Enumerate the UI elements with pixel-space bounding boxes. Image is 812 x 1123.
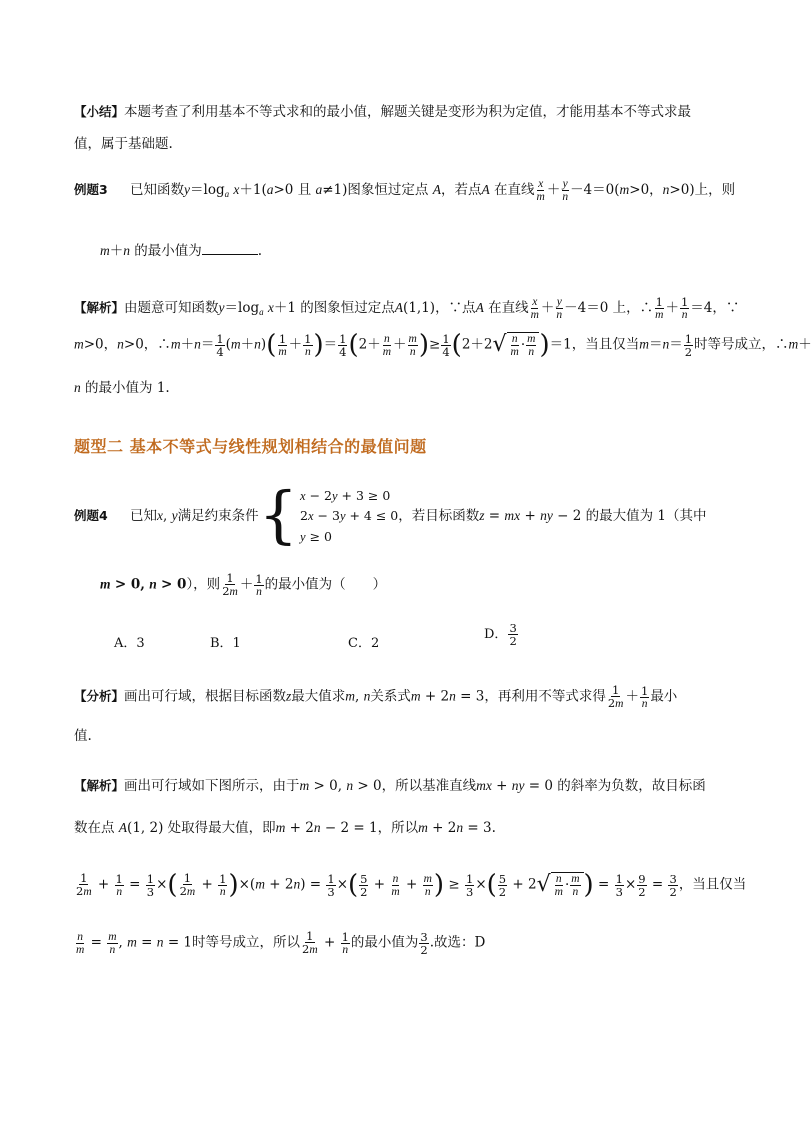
solution-text: 画出可行域如下图所示，由于 bbox=[124, 778, 300, 794]
example-3-tag: 例题3 bbox=[74, 182, 108, 198]
example-3-text: 图象恒过定点 bbox=[347, 182, 429, 199]
analysis-line-1: 【分析】画出可行域，根据目标函数z最大值求m, n关系式m + 2n = 3，再利用不等式求得 $\frac{1}{2m}$ ＋ $\frac{1}{n}$ 最小 bbox=[74, 683, 678, 711]
solution-text: 处取得最大值，即 bbox=[167, 820, 276, 836]
summary-line-1 bbox=[74, 104, 734, 121]
analysis-text: 最小 bbox=[650, 688, 678, 705]
example-4-line-2: m > 0, n > 0），则 $\frac{1}{2m}$ ＋ $\frac{1}{n}$ 的最小值为（ ） bbox=[100, 571, 387, 599]
summary-text-2: 值，属于基础题. bbox=[74, 136, 173, 152]
summary-tag: 【小结】 bbox=[74, 104, 125, 119]
solution-text: ，当且仅当 bbox=[678, 876, 747, 893]
option-c: C．2 bbox=[348, 636, 380, 651]
option-d-label: D． bbox=[484, 627, 508, 643]
analysis-text: 最大值求 bbox=[291, 688, 346, 705]
example-4-tag: 例题4 bbox=[74, 508, 108, 524]
analysis-tag: 【分析】 bbox=[74, 688, 125, 704]
solution-text: 在直线 bbox=[488, 300, 529, 317]
option-a: A．3 bbox=[114, 636, 145, 651]
example-4-text: 满足约束条件 bbox=[177, 508, 259, 525]
example-4-solution-line-1: 【解析】画出可行域如下图所示，由于m > 0, n > 0，所以基准直线mx + ny = 0 的斜率为负数，故目标函 bbox=[74, 778, 706, 794]
summary-line-2 bbox=[74, 136, 734, 153]
example-4-text: 的最大值为 1（其中 bbox=[585, 508, 707, 525]
example-3-text: 的最小值为 bbox=[134, 243, 202, 259]
example-4-line-1: 例题4 已知x, y满足约束条件 { x − 2y + 3 ≥ 0 2x − 3y + 4 ≤ 0 y ≥ 0 ，若目标函数z = mx + ny − 2 的最大值为 1（其中 bbox=[74, 478, 707, 551]
analysis-text: 画出可行域，根据目标函数 bbox=[124, 688, 287, 705]
example-3-text: 已知函数 bbox=[130, 182, 184, 199]
example-3-line-2: m＋n 的最小值为 . bbox=[100, 243, 263, 259]
summary-text-1: 本题考查了利用基本不等式求和的最小值，解题关键是变形为积为定值，才能用基本不等式求最 bbox=[124, 104, 692, 120]
solution-text: . bbox=[491, 820, 496, 836]
solution-text: ，∵ bbox=[712, 300, 740, 317]
solution-text: ，所以基准直线 bbox=[381, 778, 477, 794]
example-3-solution-line-2: m>0，n>0，∴m＋n＝ $\frac{1}{4}$ (m＋n)( $\frac{1}{m}$ ＋ $\frac{1}{n}$ )＝ $\frac{1}{4}$ (2＋ $\frac{n}{m}$ ＋ $\frac{m}{n}$ )≥ $\frac{1}{4}$ (2＋2 √ $\frac{n}{m}$ · $\frac{m}{n}$ )＝1，当且仅当m＝n＝ $\frac{1}{2}$ 时等号成立，∴m＋ bbox=[74, 330, 812, 361]
solution-text: ，当且仅当 bbox=[571, 336, 640, 353]
option-d: D． $\frac{3}{2}$ bbox=[484, 621, 517, 649]
solution-text: 时等号成立，∴ bbox=[694, 336, 789, 353]
solution-text: 的最小值为 1. bbox=[85, 380, 170, 396]
analysis-text: 关系式 bbox=[370, 688, 411, 705]
constraint-system: { x − 2y + 3 ≥ 0 2x − 3y + 4 ≤ 0 y ≥ 0 bbox=[258, 478, 399, 551]
solution-tag: 【解析】 bbox=[74, 300, 125, 316]
example-3-text: . bbox=[257, 243, 263, 259]
analysis-text: ，再利用不等式求得 bbox=[484, 688, 606, 705]
option-b: B．1 bbox=[210, 636, 241, 651]
example-4-solution-line-4: $\frac{n}{m}$ = $\frac{m}{n}$ , m = n = 1时等号成立，所以 $\frac{1}{2m}$ + $\frac{1}{n}$ 的最小值为 $\frac{3}{2}$ .故选：D bbox=[76, 929, 486, 957]
answer-blank bbox=[202, 242, 258, 255]
solution-text: .故选：D bbox=[429, 934, 486, 951]
example-3-line-1: 例题3 已知函数$y=\log_a$ x＋1(a>0 且 a≠1)图象恒过定点 A，若点A 在直线 $\frac{x}{m}$ ＋ $\frac{y}{n}$ －4＝0(m>0，n>0)上，则 bbox=[74, 178, 736, 204]
example-4-text: ），则 bbox=[186, 576, 221, 593]
solution-tag: 【解析】 bbox=[74, 778, 125, 793]
solution-text: 上，∴ bbox=[612, 300, 654, 317]
solution-text: 数在点 bbox=[74, 820, 115, 836]
solution-text: 由题意可知函数 bbox=[124, 300, 219, 317]
example-3-text: 在直线 bbox=[494, 182, 535, 199]
example-4-text: ，若目标函数 bbox=[398, 508, 480, 525]
solution-text: 的最小值为 bbox=[350, 934, 419, 951]
example-4-text: 的最小值为（ ） bbox=[264, 576, 387, 593]
analysis-line-2 bbox=[74, 728, 734, 745]
example-3-solution-line-1: 【解析】由题意可知函数$y=\log_a$ x＋1 的图象恒过定点A(1,1)，∵点A 在直线 $\frac{x}{m}$ ＋ $\frac{y}{n}$ －4＝0 上，∴ $\frac{1}{m}$ ＋ $\frac{1}{n}$ ＝4，∵ bbox=[74, 295, 740, 322]
solution-text: ，∵点 bbox=[435, 300, 476, 317]
example-4-text: 已知 bbox=[130, 508, 157, 525]
example-3-text: 上，则 bbox=[694, 182, 736, 199]
section-heading: 题型二 基本不等式与线性规划相结合的最值问题 bbox=[74, 437, 427, 456]
solution-text: ，所以 bbox=[377, 820, 419, 836]
solution-text: 的图象恒过定点 bbox=[300, 300, 395, 317]
analysis-text: 值. bbox=[74, 728, 92, 744]
example-3-text: ，若点 bbox=[440, 182, 482, 199]
solution-text: 时等号成立，所以 bbox=[192, 934, 301, 951]
solution-text: 的斜率为负数，故目标函 bbox=[557, 778, 706, 794]
example-4-solution-line-2: 数在点 A(1, 2) 处取得最大值，即m + 2n − 2 = 1，所以m + 2n = 3. bbox=[74, 820, 496, 836]
example-4-solution-line-3: $\frac{1}{2m}$ + $\frac{1}{n}$ = $\frac{1}{3}$ ×( $\frac{1}{2m}$ + $\frac{1}{n}$ )×(m + 2n) = $\frac{1}{3}$ ×( $\frac{5}{2}$ + $\frac{n}{m}$ + $\frac{m}{n}$ ) ≥ $\frac{1}{3}$ ×( $\frac{5}{2}$ + 2 √ $\frac{n}{m}$ · $\frac{m}{n}$ ) = $\frac{1}{3}$ × $\frac{9}{2}$ = $\frac{3}{2}$ ，当且仅当 bbox=[76, 870, 747, 901]
example-3-solution-line-3: n 的最小值为 1. bbox=[74, 380, 170, 396]
